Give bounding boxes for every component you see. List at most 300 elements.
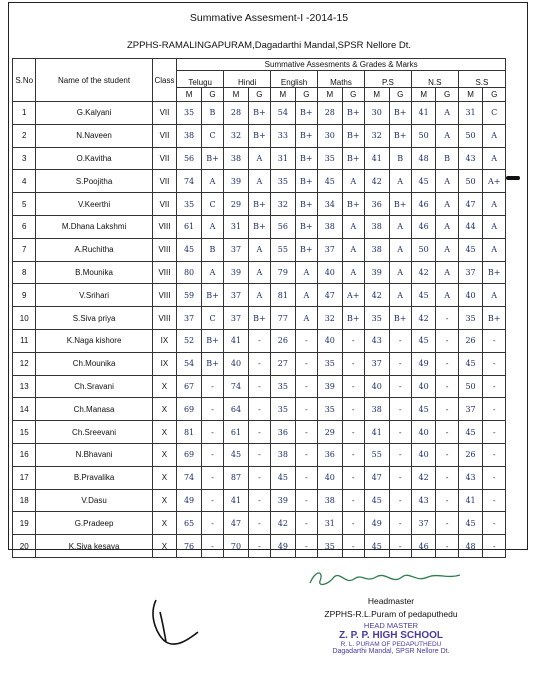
marks-cell: 43 (364, 329, 389, 352)
serial-number: 1 (13, 102, 36, 125)
grade-cell: C (483, 102, 506, 125)
marks-cell: 70 (224, 535, 249, 558)
marks-cell: 64 (224, 398, 249, 421)
grade-cell: - (389, 489, 411, 512)
grade-cell: - (295, 398, 317, 421)
table-row (13, 124, 506, 147)
student-class: VII (152, 170, 177, 193)
marks-cell: 32 (364, 124, 389, 147)
serial-number: 20 (13, 535, 36, 558)
grade-cell: - (483, 512, 506, 535)
marks-cell: 74 (224, 375, 249, 398)
marks-cell: 45 (411, 170, 436, 193)
grade-cell: B+ (389, 102, 411, 125)
header-summary: Summative Assesments & Grades & Marks (177, 59, 506, 71)
marks-cell: 49 (364, 512, 389, 535)
marks-cell: 34 (318, 193, 343, 216)
grade-cell: B (389, 147, 411, 170)
marks-cell: 67 (177, 375, 202, 398)
grade-cell: - (436, 329, 458, 352)
marks-cell: 37 (411, 512, 436, 535)
grade-cell: A (436, 193, 458, 216)
grade-cell: A (389, 261, 411, 284)
grade-cell: A (389, 170, 411, 193)
table-row (13, 535, 506, 558)
marks-cell: 37 (318, 238, 343, 261)
grade-cell: - (248, 398, 270, 421)
header-name: Name of the student (36, 59, 152, 102)
marks-cell: 35 (271, 398, 296, 421)
grade-cell: - (295, 329, 317, 352)
marks-cell: 28 (318, 102, 343, 125)
serial-number: 19 (13, 512, 36, 535)
marks-cell: 35 (318, 398, 343, 421)
marks-cell: 50 (458, 124, 483, 147)
marks-cell: 39 (224, 170, 249, 193)
student-name: B.Pravalika (36, 466, 152, 489)
student-name: O.Kavitha (36, 147, 152, 170)
grade-cell: A (342, 238, 364, 261)
marks-cell: 45 (458, 421, 483, 444)
grade-cell: B+ (295, 147, 317, 170)
grade-cell: B+ (342, 193, 364, 216)
marks-cell: 42 (411, 307, 436, 330)
marks-cell: 39 (271, 489, 296, 512)
grade-cell: A (342, 215, 364, 238)
serial-number: 4 (13, 170, 36, 193)
grade-cell: - (248, 466, 270, 489)
serial-number: 2 (13, 124, 36, 147)
marks-cell: 38 (364, 238, 389, 261)
marks-cell: 26 (458, 443, 483, 466)
marks-cell: 38 (271, 443, 296, 466)
grade-cell: - (201, 512, 223, 535)
marks-cell: 35 (177, 102, 202, 125)
marks-table (12, 58, 506, 558)
grade-cell: B+ (389, 307, 411, 330)
marks-cell: 49 (411, 352, 436, 375)
marks-cell: 56 (271, 215, 296, 238)
subject-header: Maths (318, 71, 365, 88)
grade-cell: - (248, 421, 270, 444)
marks-cell: 77 (271, 307, 296, 330)
grade-cell: - (483, 398, 506, 421)
table-row (13, 238, 506, 261)
grade-cell: B+ (295, 124, 317, 147)
marks-cell: 69 (177, 443, 202, 466)
marks-cell: 26 (458, 329, 483, 352)
grade-cell: A (201, 215, 223, 238)
grade-cell: - (483, 535, 506, 558)
table-row (13, 489, 506, 512)
grade-cell: - (295, 466, 317, 489)
grade-cell: A (295, 307, 317, 330)
grade-header: G (248, 88, 270, 102)
grade-cell: B+ (483, 307, 506, 330)
marks-cell: 55 (364, 443, 389, 466)
marks-cell: 42 (271, 512, 296, 535)
grade-cell: B+ (295, 193, 317, 216)
grade-cell: - (201, 535, 223, 558)
grade-cell: A (436, 170, 458, 193)
grade-cell: A (201, 170, 223, 193)
grade-cell: - (483, 421, 506, 444)
marks-cell: 39 (224, 261, 249, 284)
grade-cell: - (201, 466, 223, 489)
student-class: VIII (152, 307, 177, 330)
subject-header: P.S (364, 71, 411, 88)
headmaster-office: ZPPHS-R.L.Puram of pedaputhedu (324, 609, 458, 619)
grade-cell: - (248, 535, 270, 558)
grade-cell: A (483, 238, 506, 261)
marks-cell: 45 (458, 238, 483, 261)
marks-cell: 48 (411, 147, 436, 170)
marks-cell: 38 (364, 398, 389, 421)
marks-cell: 45 (458, 352, 483, 375)
grade-cell: A (436, 124, 458, 147)
grade-header: G (295, 88, 317, 102)
grade-cell: - (342, 489, 364, 512)
marks-cell: 30 (364, 102, 389, 125)
grade-cell: B+ (248, 215, 270, 238)
grade-cell: - (295, 443, 317, 466)
marks-cell: 38 (318, 489, 343, 512)
grade-cell: B (201, 238, 223, 261)
marks-cell: 49 (177, 489, 202, 512)
grade-header: G (483, 88, 506, 102)
grade-cell: - (201, 443, 223, 466)
student-name: A.Ruchitha (36, 238, 152, 261)
grade-cell: A+ (483, 170, 506, 193)
grade-cell: A (436, 284, 458, 307)
marks-header: M (224, 88, 249, 102)
grade-cell: B+ (342, 307, 364, 330)
grade-cell: B+ (248, 307, 270, 330)
grade-cell: - (436, 466, 458, 489)
arrow-mark (506, 176, 520, 180)
marks-cell: 35 (458, 307, 483, 330)
subject-header: N.S (411, 71, 458, 88)
grade-cell: A (389, 284, 411, 307)
table-row (13, 147, 506, 170)
grade-cell: - (436, 352, 458, 375)
grade-cell: B+ (483, 261, 506, 284)
marks-cell: 37 (177, 307, 202, 330)
marks-cell: 30 (318, 124, 343, 147)
marks-cell: 50 (458, 375, 483, 398)
marks-cell: 42 (364, 284, 389, 307)
grade-cell: A (248, 284, 270, 307)
marks-cell: 38 (364, 215, 389, 238)
student-class: VIII (152, 215, 177, 238)
marks-cell: 35 (318, 535, 343, 558)
student-class: IX (152, 352, 177, 375)
student-name: G.Kalyani (36, 102, 152, 125)
marks-cell: 36 (364, 193, 389, 216)
student-class: X (152, 443, 177, 466)
marks-cell: 32 (271, 193, 296, 216)
marks-cell: 40 (411, 375, 436, 398)
student-name: K.Naga kishore (36, 329, 152, 352)
grade-header: G (342, 88, 364, 102)
grade-cell: A (436, 238, 458, 261)
marks-cell: 29 (318, 421, 343, 444)
marks-cell: 35 (364, 307, 389, 330)
marks-cell: 31 (458, 102, 483, 125)
marks-cell: 40 (458, 284, 483, 307)
grade-cell: - (389, 466, 411, 489)
school-stamp (286, 621, 496, 655)
marks-cell: 43 (458, 466, 483, 489)
marks-cell: 45 (364, 489, 389, 512)
marks-cell: 42 (411, 466, 436, 489)
marks-cell: 41 (364, 421, 389, 444)
grade-cell: - (201, 421, 223, 444)
grade-cell: - (389, 421, 411, 444)
table-row (13, 329, 506, 352)
table-row (13, 284, 506, 307)
marks-cell: 47 (364, 466, 389, 489)
grade-cell: - (201, 489, 223, 512)
serial-number: 9 (13, 284, 36, 307)
marks-cell: 47 (318, 284, 343, 307)
marks-cell: 37 (458, 261, 483, 284)
marks-cell: 40 (364, 375, 389, 398)
grade-cell: - (436, 535, 458, 558)
marks-cell: 35 (177, 193, 202, 216)
student-class: VIII (152, 261, 177, 284)
marks-cell: 40 (224, 352, 249, 375)
marks-cell: 37 (224, 284, 249, 307)
student-name: V.Srihari (36, 284, 152, 307)
grade-cell: - (483, 352, 506, 375)
marks-cell: 40 (411, 421, 436, 444)
grade-cell: A (295, 261, 317, 284)
stamp-line-3: R. L. PURAM OF PEDAPUTHEDU (340, 641, 442, 648)
grade-cell: B+ (342, 102, 364, 125)
grade-cell: C (201, 124, 223, 147)
student-class: X (152, 535, 177, 558)
student-name: B.Mounika (36, 261, 152, 284)
grade-cell: - (483, 489, 506, 512)
signature-block (286, 565, 496, 677)
marks-cell: 45 (318, 170, 343, 193)
marks-cell: 41 (458, 489, 483, 512)
grade-cell: A (436, 261, 458, 284)
grade-cell: - (436, 489, 458, 512)
serial-number: 14 (13, 398, 36, 421)
subject-header: Telugu (177, 71, 224, 88)
table-row (13, 307, 506, 330)
headmaster-signature (306, 565, 466, 593)
table-row (13, 215, 506, 238)
table-row (13, 512, 506, 535)
grade-header: G (389, 88, 411, 102)
school-line: ZPPHS-RAMALINGAPURAM,Dagadarthi Mandal,SPSR Nellore Dt. (126, 40, 412, 51)
student-class: X (152, 489, 177, 512)
table-row (13, 170, 506, 193)
table-row (13, 466, 506, 489)
serial-number: 3 (13, 147, 36, 170)
marks-cell: 35 (271, 375, 296, 398)
initials-scribble (148, 592, 208, 652)
grade-cell: - (248, 489, 270, 512)
grade-cell: A (483, 284, 506, 307)
student-class: VIII (152, 284, 177, 307)
marks-cell: 44 (458, 215, 483, 238)
grade-cell: - (342, 443, 364, 466)
grade-cell: A (342, 170, 364, 193)
grade-cell: - (436, 512, 458, 535)
marks-cell: 81 (271, 284, 296, 307)
grade-cell: - (436, 375, 458, 398)
marks-cell: 35 (271, 170, 296, 193)
serial-number: 17 (13, 466, 36, 489)
marks-cell: 29 (224, 193, 249, 216)
grade-cell: - (342, 512, 364, 535)
marks-cell: 76 (177, 535, 202, 558)
marks-cell: 46 (411, 535, 436, 558)
header-class: Class (152, 59, 177, 102)
grade-cell: - (342, 329, 364, 352)
student-name: Ch.Mounika (36, 352, 152, 375)
student-class: X (152, 421, 177, 444)
subject-header: English (271, 71, 318, 88)
marks-cell: 45 (364, 535, 389, 558)
grade-cell: - (389, 398, 411, 421)
marks-cell: 42 (364, 170, 389, 193)
marks-cell: 39 (318, 375, 343, 398)
student-name: K.Siva kesava (36, 535, 152, 558)
grade-cell: - (483, 443, 506, 466)
marks-cell: 87 (224, 466, 249, 489)
marks-cell: 50 (411, 124, 436, 147)
marks-header: M (177, 88, 202, 102)
marks-cell: 43 (458, 147, 483, 170)
grade-cell: - (483, 329, 506, 352)
grade-cell: - (483, 375, 506, 398)
student-class: VII (152, 124, 177, 147)
grade-cell: - (295, 535, 317, 558)
marks-cell: 47 (224, 512, 249, 535)
stamp-line-2: Z. P. P. HIGH SCHOOL (338, 630, 444, 641)
student-class: VII (152, 147, 177, 170)
marks-header: M (318, 88, 343, 102)
grade-cell: A (389, 215, 411, 238)
marks-cell: 41 (411, 102, 436, 125)
marks-cell: 40 (318, 329, 343, 352)
serial-number: 16 (13, 443, 36, 466)
marks-cell: 52 (177, 329, 202, 352)
grade-cell: - (389, 535, 411, 558)
grade-cell: B (436, 147, 458, 170)
serial-number: 15 (13, 421, 36, 444)
grade-cell: B (201, 102, 223, 125)
student-class: IX (152, 329, 177, 352)
grade-cell: - (342, 535, 364, 558)
grade-cell: B+ (201, 284, 223, 307)
student-name: G.Pradeep (36, 512, 152, 535)
marks-cell: 36 (318, 443, 343, 466)
marks-cell: 31 (224, 215, 249, 238)
student-class: X (152, 398, 177, 421)
grade-cell: B+ (248, 124, 270, 147)
grade-cell: - (248, 375, 270, 398)
student-name: M.Dhana Lakshmi (36, 215, 152, 238)
grade-cell: - (295, 375, 317, 398)
marks-cell: 56 (177, 147, 202, 170)
grade-cell: - (342, 375, 364, 398)
grade-cell: - (436, 421, 458, 444)
marks-cell: 38 (177, 124, 202, 147)
table-row (13, 102, 506, 125)
marks-cell: 54 (177, 352, 202, 375)
grade-cell: - (389, 375, 411, 398)
grade-cell: - (389, 443, 411, 466)
marks-cell: 32 (224, 124, 249, 147)
grade-cell: A (248, 261, 270, 284)
marks-cell: 45 (411, 284, 436, 307)
marks-cell: 37 (224, 238, 249, 261)
grade-header: G (201, 88, 223, 102)
marks-cell: 61 (224, 421, 249, 444)
marks-cell: 45 (224, 443, 249, 466)
table-row (13, 375, 506, 398)
marks-cell: 38 (224, 147, 249, 170)
marks-cell: 40 (318, 466, 343, 489)
marks-cell: 47 (458, 193, 483, 216)
marks-cell: 38 (318, 215, 343, 238)
marks-cell: 79 (271, 261, 296, 284)
student-class: X (152, 375, 177, 398)
serial-number: 18 (13, 489, 36, 512)
marks-cell: 32 (318, 307, 343, 330)
student-name: Ch.Sreevani (36, 421, 152, 444)
grade-cell: - (248, 443, 270, 466)
grade-cell: - (295, 512, 317, 535)
grade-cell: B+ (201, 352, 223, 375)
marks-cell: 41 (224, 329, 249, 352)
marks-cell: 27 (271, 352, 296, 375)
grade-cell: A (483, 215, 506, 238)
marks-cell: 31 (318, 512, 343, 535)
marks-cell: 49 (271, 535, 296, 558)
table-row (13, 443, 506, 466)
student-name: V.Dasu (36, 489, 152, 512)
grade-cell: - (436, 307, 458, 330)
marks-header: M (458, 88, 483, 102)
student-class: X (152, 512, 177, 535)
marks-cell: 50 (458, 170, 483, 193)
document-title: Summative Assesment-I -2014-15 (189, 12, 349, 24)
marks-header: M (364, 88, 389, 102)
grade-cell: B+ (295, 170, 317, 193)
marks-cell: 48 (458, 535, 483, 558)
grade-cell: C (201, 193, 223, 216)
grade-cell: - (389, 352, 411, 375)
student-class: VII (152, 102, 177, 125)
marks-cell: 45 (411, 329, 436, 352)
grade-cell: B+ (248, 102, 270, 125)
marks-cell: 40 (411, 443, 436, 466)
stamp-line-4: Dagadarthi Mandal, SPSR Nellore Dt. (332, 648, 450, 655)
marks-cell: 40 (318, 261, 343, 284)
marks-cell: 39 (364, 261, 389, 284)
grade-cell: - (342, 352, 364, 375)
serial-number: 12 (13, 352, 36, 375)
marks-cell: 33 (271, 124, 296, 147)
grade-cell: - (342, 466, 364, 489)
